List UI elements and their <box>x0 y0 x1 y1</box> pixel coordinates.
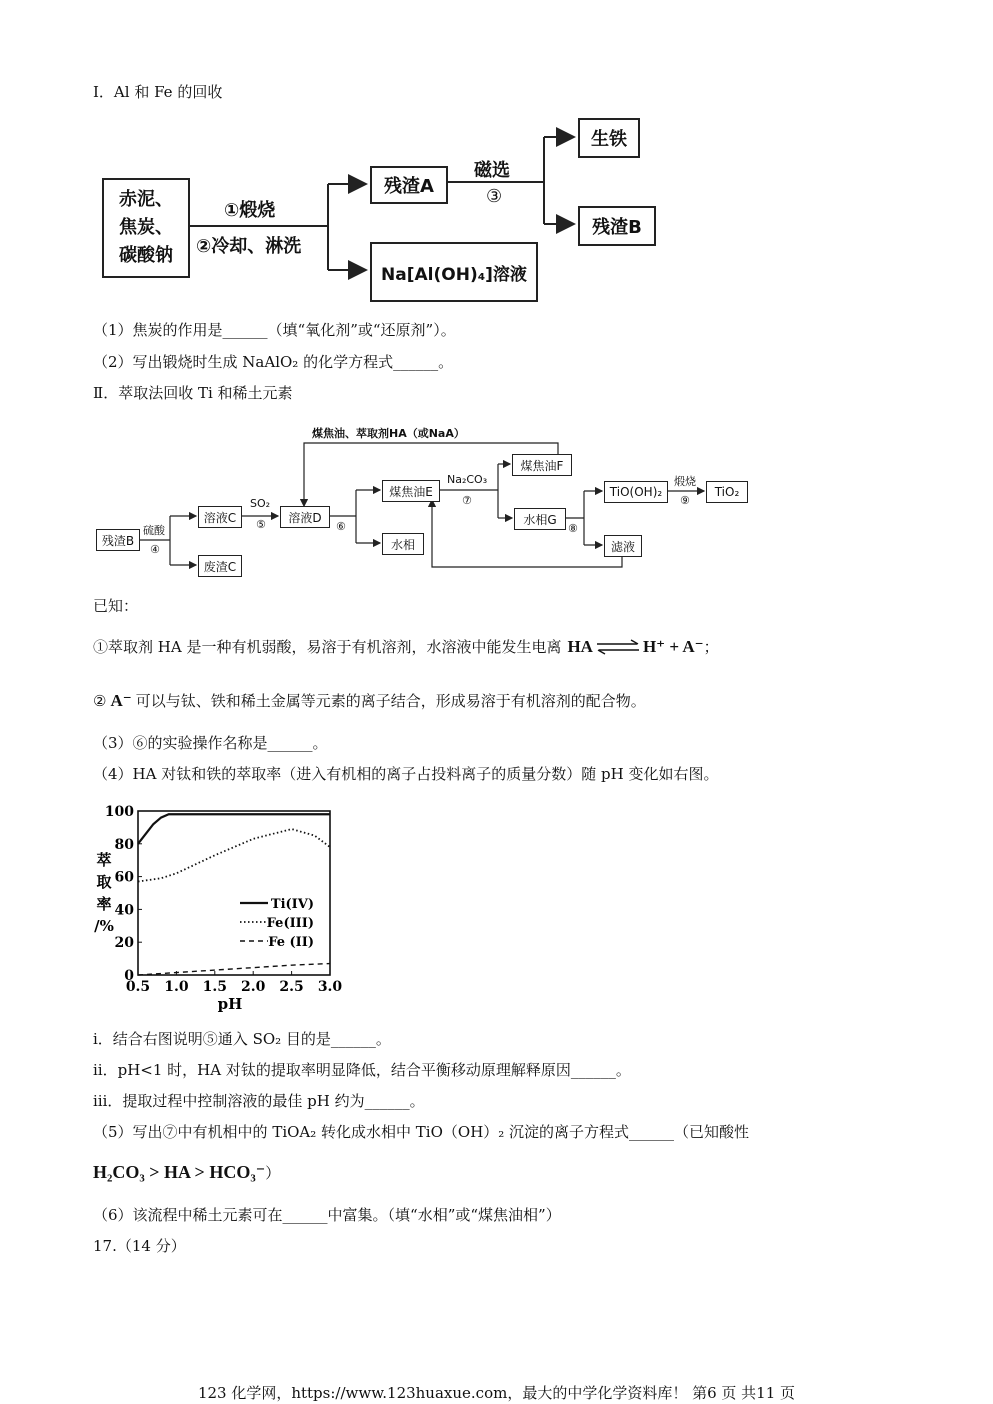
magnet-label: 磁选 <box>474 160 510 181</box>
legend-label: Fe(III) <box>266 916 314 931</box>
x-tick-label: 1.5 <box>202 979 227 995</box>
step7-label: ⑦ <box>462 494 472 507</box>
step2-label: ②冷却、淋洗 <box>196 236 302 257</box>
input-line: 焦炭、 <box>119 217 173 238</box>
pig-iron-label: 生铁 <box>591 129 627 150</box>
known-2-text: 可以与钛、铁和稀土金属等元素的离子结合，形成易溶于有机溶剂的配合物。 <box>135 692 646 710</box>
waste-c-node: 废渣C <box>198 555 242 577</box>
step1-label: ①煅烧 <box>224 200 276 221</box>
water-node: 水相 <box>382 533 424 555</box>
question-1: （1）焦炭的作用是______（填“氧化剂”或“还原剂”）。 <box>93 321 456 339</box>
page-footer: 123 化学网，https://www.123huaxue.com，最大的中学化学资料库！ 第6 页 共11 页 <box>197 1384 796 1402</box>
extraction-chart-svg <box>90 795 350 1020</box>
question-6: （6）该流程中稀土元素可在______中富集。（填“水相”或“煤焦油相”） <box>93 1206 561 1224</box>
known-2 <box>93 690 646 712</box>
question-2: （2）写出锻烧时生成 NaAlO₂ 的化学方程式______。 <box>93 353 454 371</box>
input-line: 赤泥、 <box>119 189 173 210</box>
input-line: 碳酸钠 <box>119 245 173 266</box>
question-iii: ⅲ．提取过程中控制溶液的最佳 pH 约为______。 <box>93 1092 425 1110</box>
x-axis-title: pH <box>217 995 243 1013</box>
flow2-connectors <box>0 0 993 600</box>
step9-label: ⑨ <box>680 494 690 507</box>
section1-heading: Ⅰ．Al 和 Fe 的回收 <box>93 83 223 101</box>
y-tick-label: 60 <box>114 869 134 886</box>
residue-b-node: 残渣B <box>96 529 140 551</box>
x-tick-label: 2.5 <box>279 979 304 995</box>
known-1-end: ； <box>703 638 719 656</box>
residue-b-label: 残渣B <box>592 217 642 238</box>
acidity-end: ） <box>265 1164 281 1182</box>
legend-label: Ti(IV) <box>270 897 314 912</box>
acidity-order <box>93 1160 280 1185</box>
residue-a-label: 残渣A <box>384 176 434 197</box>
filtrate-node: 滤液 <box>604 535 642 557</box>
anion-formula: A⁻ <box>110 691 132 710</box>
na2co3-label: Na₂CO₃ <box>447 473 488 486</box>
extractant-label: 煤焦油、萃取剂HA（或NaA） <box>312 427 465 440</box>
y-tick-label: 0 <box>124 968 134 984</box>
extraction-chart <box>90 795 350 1020</box>
oil-f-node: 煤焦油F <box>512 454 572 476</box>
section2-heading: Ⅱ．萃取法回收 Ti 和稀土元素 <box>93 384 293 402</box>
step5-label: ⑤ <box>256 518 266 531</box>
y-axis-title-char: 取 <box>96 873 112 891</box>
question-ii: ⅱ．pH<1 时，HA 对钛的提取率明显降低，结合平衡移动原理解释原因______。 <box>93 1061 631 1079</box>
y-tick-label: 40 <box>114 902 134 919</box>
step3-label: ③ <box>486 186 503 207</box>
equilibrium-arrow-icon <box>595 639 641 655</box>
so2-label: SO₂ <box>250 497 271 510</box>
known-1-text: ①萃取剂 HA 是一种有机弱酸，易溶于有机溶剂，水溶液中能发生电离 <box>93 638 562 656</box>
step8-label: ⑧ <box>568 522 578 535</box>
series-line-1 <box>138 829 330 881</box>
question-17: 17.（14 分） <box>93 1237 186 1255</box>
y-tick-label: 20 <box>114 935 134 952</box>
series-line-0 <box>138 814 330 844</box>
known-2-prefix: ② <box>93 692 107 710</box>
calcine-label: 煅烧 <box>674 475 696 488</box>
step4-label: ④ <box>150 543 160 556</box>
question-5: （5）写出⑦中有机相中的 TiOA₂ 转化成水相中 TiO（OH）₂ 沉淀的离子方程式______（已知酸性 <box>93 1123 750 1141</box>
solution-d-node: 溶液D <box>280 506 330 528</box>
series-line-2 <box>138 964 330 975</box>
solution-label: Na[Al(OH)₄]溶液 <box>381 264 527 285</box>
x-tick-label: 2.0 <box>241 979 266 995</box>
known-label: 已知： <box>93 597 139 615</box>
y-tick-label: 80 <box>114 836 134 853</box>
known-1 <box>93 636 719 658</box>
acid-label: 硫酸 <box>143 524 165 537</box>
legend-label: Fe (II) <box>268 935 314 950</box>
question-3: （3）⑥的实验操作名称是______。 <box>93 734 328 752</box>
acidity-formula: H₂CO₃ > HA > HCO₃⁻ <box>93 1162 266 1182</box>
water-g-node: 水相G <box>514 508 566 530</box>
tio2-node: TiO₂ <box>706 481 748 503</box>
equilibrium-rhs: H⁺ + A⁻ <box>642 637 704 656</box>
question-4: （4）HA 对钛和铁的萃取率（进入有机相的离子占投料离子的质量分数）随 pH 变化如右图。 <box>93 765 719 783</box>
x-tick-label: 1.0 <box>164 979 189 995</box>
y-axis-title-char: 率 <box>96 895 112 913</box>
question-i: ⅰ．结合右图说明⑤通入 SO₂ 目的是______。 <box>93 1030 391 1048</box>
step6-label: ⑥ <box>336 520 346 533</box>
y-axis-title-char: /% <box>94 917 114 935</box>
plot-frame <box>138 811 330 975</box>
equilibrium-lhs: HA <box>567 637 593 656</box>
x-tick-label: 3.0 <box>317 979 343 995</box>
solution-c-node: 溶液C <box>198 506 242 528</box>
tiooh-node: TiO(OH)₂ <box>604 481 668 503</box>
y-axis-title-char: 萃 <box>96 851 112 869</box>
oil-e-node: 煤焦油E <box>382 480 440 502</box>
x-tick-label: 0.5 <box>125 979 151 995</box>
y-tick-label: 100 <box>104 804 134 820</box>
